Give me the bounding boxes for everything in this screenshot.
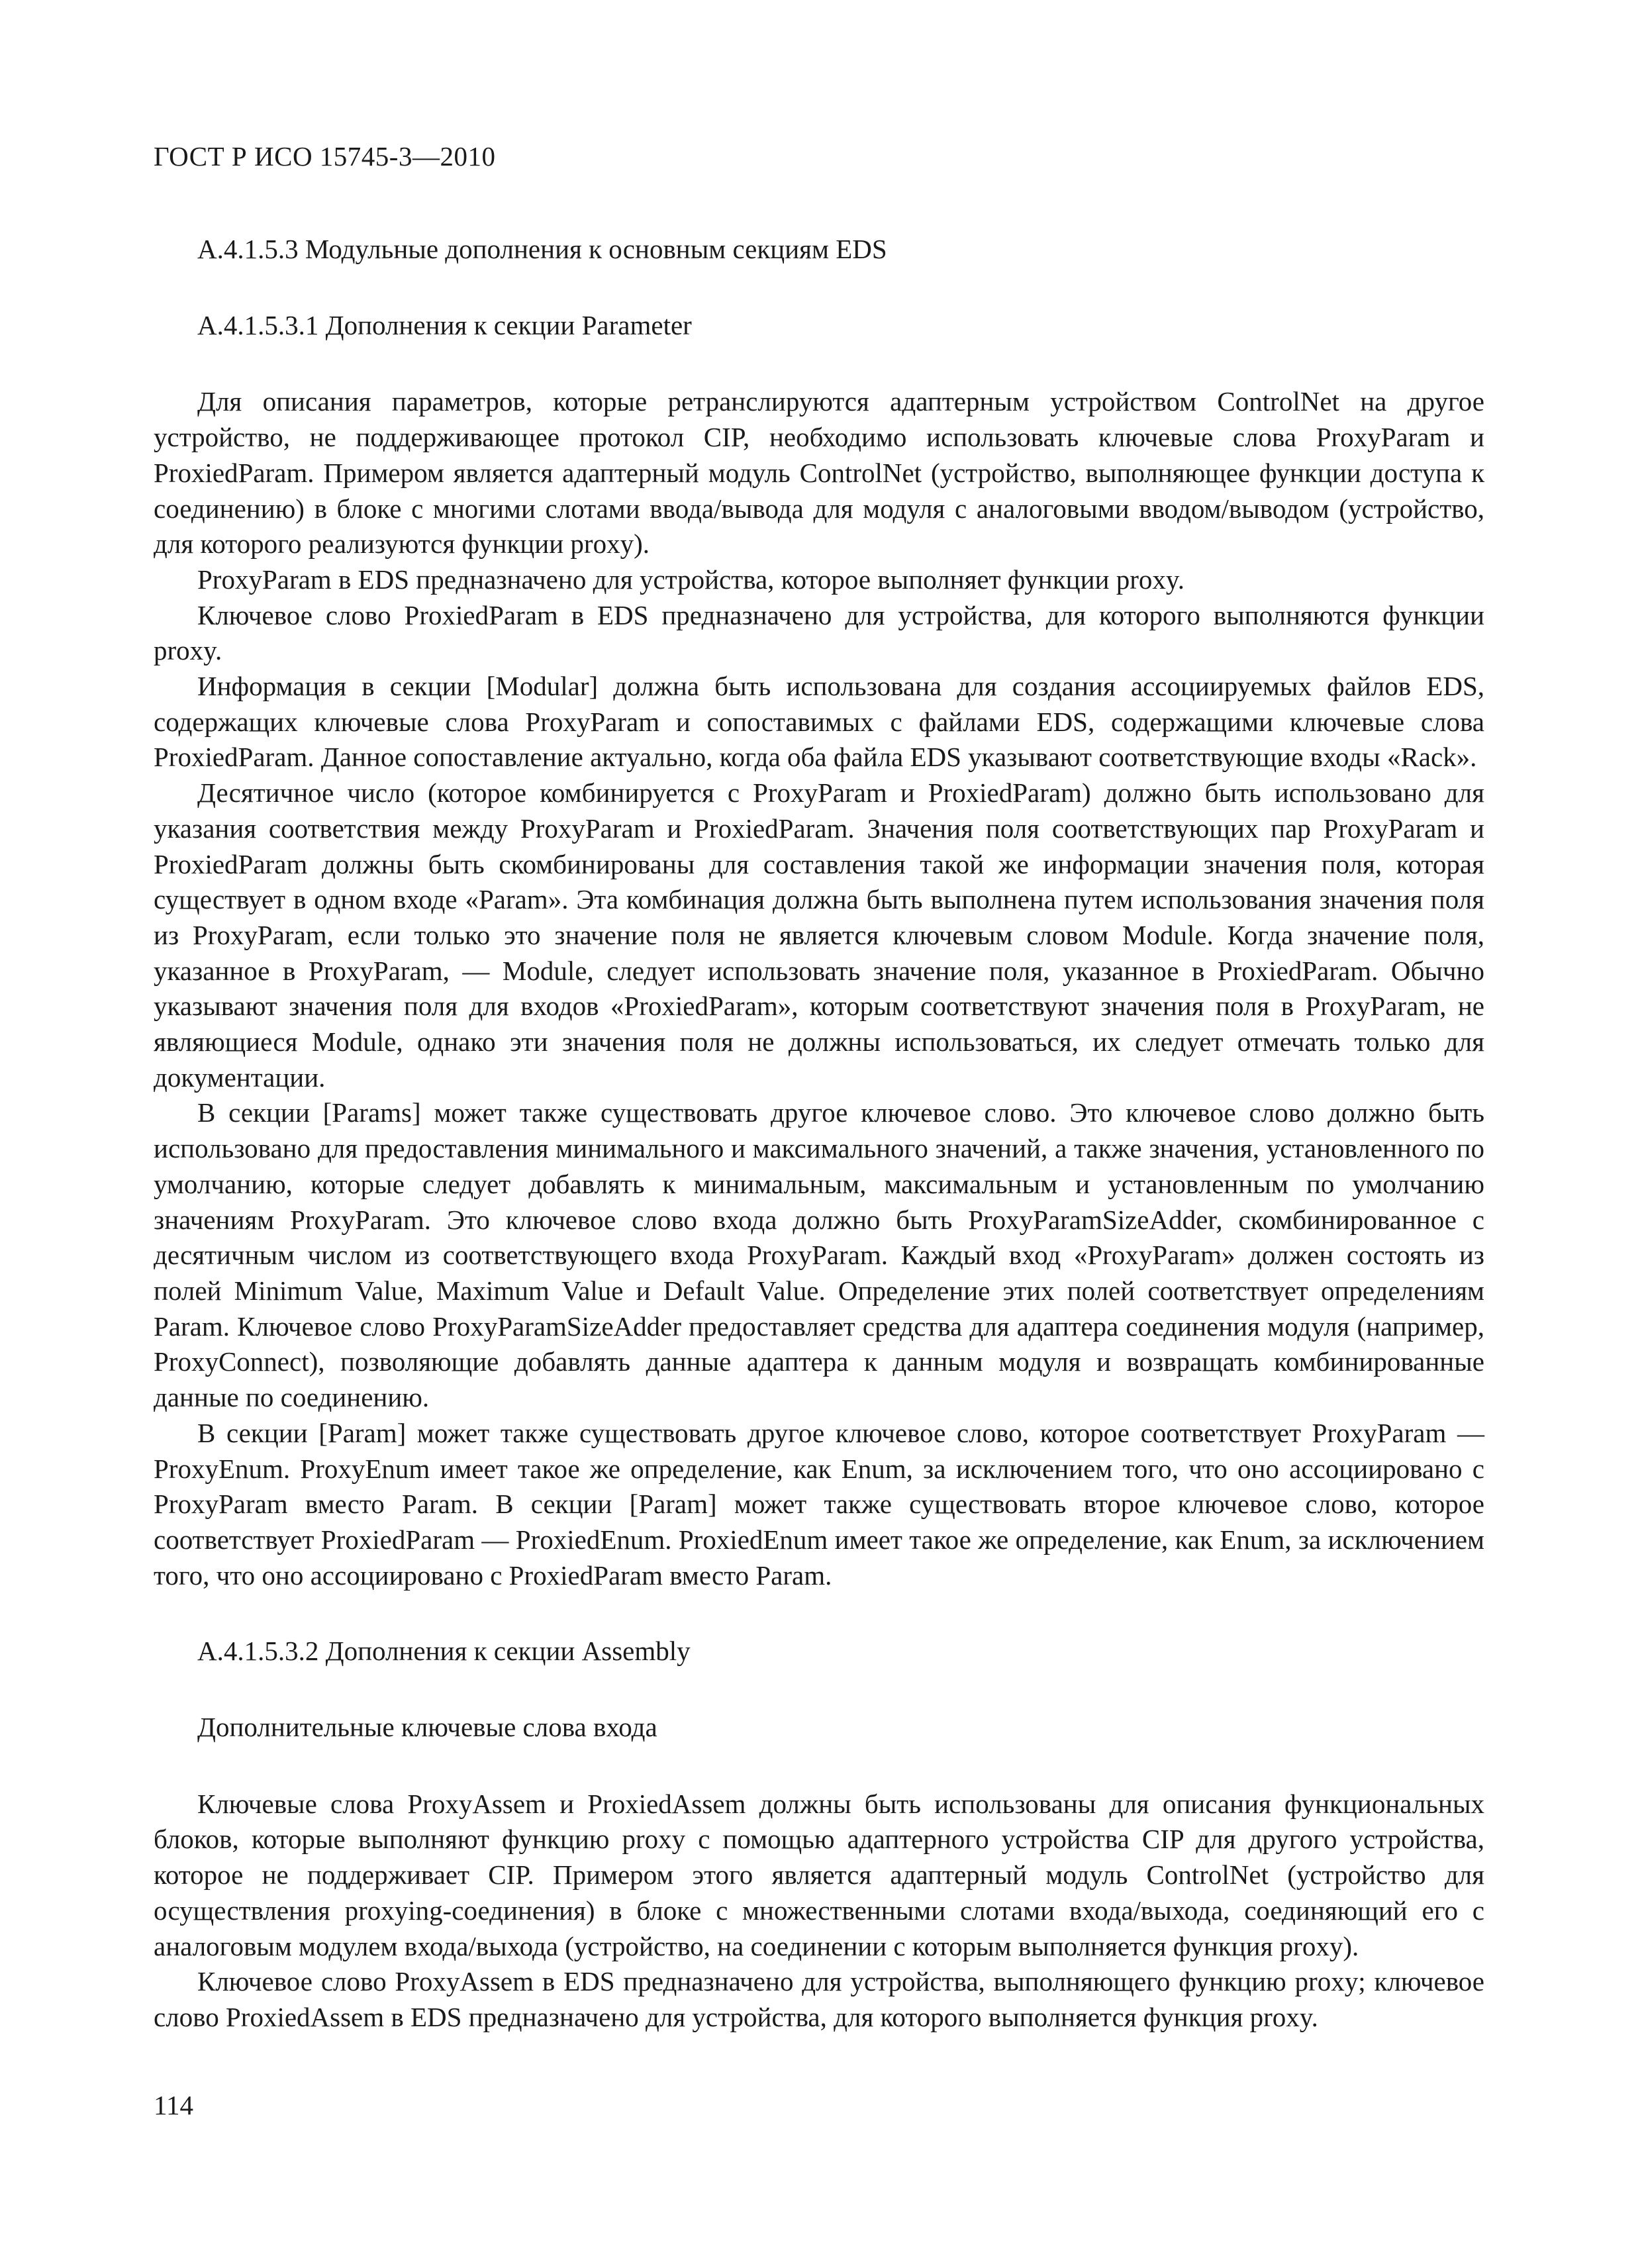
document-body	[154, 232, 1484, 2036]
paragraph-proxyassem: Ключевые слова ProxyAssem и ProxiedAssem должны быть использованы для описания функциональных блоков, которые выполняют функцию proxy с помощью адаптерного устройства CIP для другого устройства, которое не поддерживает CIP. Примером этого является адаптерный модуль ControlNet (устройство для осуществления proxying-соединения) в блоке с множественными слотами входа/выхода, соединяющий его с аналоговым модулем входа/выхода (устройство, на соединении с которым выполняется функция proxy).	[154, 1788, 1484, 1961]
paragraph-proxiedparam: Ключевое слово ProxiedParam в EDS предназначено для устройства, для которого выполняются функции proxy.	[154, 599, 1484, 666]
paragraph-proxyassem-eds: Ключевое слово ProxyAssem в EDS предназначено для устройства, выполняющего функцию proxy; ключевое слово ProxiedAssem в EDS предназначено для устройства, для которого выполняется функция proxy.	[154, 1966, 1484, 2032]
section-heading-a411532: А.4.1.5.3.2 Дополнения к секции Assembly	[197, 1636, 691, 1667]
paragraph-params: В секции [Params] может также существовать другое ключевое слово. Это ключевое слово должно быть использовано для предоставления минимального и максимального значений, а также значения, установленного по умолчанию, которые следует добавлять к минимальным, максимальным и установленным по умолчанию значениям ProxyParam. Это ключевое слово входа должно быть ProxyParamSizeAdder, скомбинированное с десятичным числом из соответствующего входа ProxyParam. Каждый вход «ProxyParam» должен состоять из полей Minimum Value, Maximum Value и Default Value. Определение этих полей соответствует определениям Param. Ключевое слово ProxyParamSizeAdder предоставляет средства для адаптера соединения модуля (например, ProxyConnect), позволяющие добавлять данные адаптера к данным модуля и возвращать комбинированные данные по соединению.	[154, 1097, 1484, 1413]
page-number: 114	[154, 2090, 193, 2120]
section-heading-a411531: А.4.1.5.3.1 Дополнения к секции Parameter	[197, 309, 692, 340]
paragraph-proxy-intro: Для описания параметров, которые ретранслируются адаптерным устройством ControlNet на другое устройство, не поддерживающее протокол CIP, необходимо использовать ключевые слова ProxyParam и ProxiedParam. Примером является адаптерный модуль ControlNet (устройство, выполняющее функции доступа к соединению) в блоке с многими слотами ввода/вывода для модуля с аналоговыми вводом/выводом (устройство, для которого реализуются функции proxy).	[154, 386, 1484, 560]
paragraph-decimal: Десятичное число (которое комбинируется с ProxyParam и ProxiedParam) должно быть использовано для указания соответствия между ProxyParam и ProxiedParam. Значения поля соответствующих пар ProxyParam и ProxiedParam должны быть скомбинированы для составления такой же информации значения поля, которая существует в одном входе «Param». Эта комбинация должна быть выполнена путем использования значения поля из ProxyParam, если только это значение поля не является ключевым словом Module. Когда значение поля, указанное в ProxyParam, — Module, следует использовать значение поля, указанное в ProxiedParam. Обычно указывают значения поля для входов «ProxiedParam», которым соответствуют значения поля в ProxyParam, не являющиеся Module, однако эти значения поля не должны использоваться, их следует отмечать только для документации.	[154, 777, 1484, 1093]
paragraph-modular: Информация в секции [Modular] должна быть использована для создания ассоциируемых файлов EDS, содержащих ключевые слова ProxyParam и сопоставимых с файлами EDS, содержащими ключевые слова ProxiedParam. Данное сопоставление актуально, когда оба файла EDS указывают соответствующие входы «Rack».	[154, 671, 1484, 773]
document-header: ГОСТ Р ИСО 15745-3—2010	[154, 141, 496, 172]
paragraph-enum: В секции [Param] может также существовать другое ключевое слово, которое соответствует ProxyParam — ProxyEnum. ProxyEnum имеет такое же определение, как Enum, за исключением того, что оно ассоциировано с ProxyParam вместо Param. В секции [Param] может также существовать второе ключевое слово, которое соответствует ProxiedParam — ProxiedEnum. ProxiedEnum имеет такое же определение, как Enum, за исключением того, что оно ассоциировано с ProxiedParam вместо Param.	[154, 1417, 1484, 1591]
paragraph-proxyparam: ProxyParam в EDS предназначено для устройства, которое выполняет функции proxy.	[197, 564, 1184, 595]
subheading-keywords: Дополнительные ключевые слова входа	[197, 1712, 657, 1743]
section-heading-a41153: А.4.1.5.3 Модульные дополнения к основным секциям EDS	[197, 234, 887, 264]
